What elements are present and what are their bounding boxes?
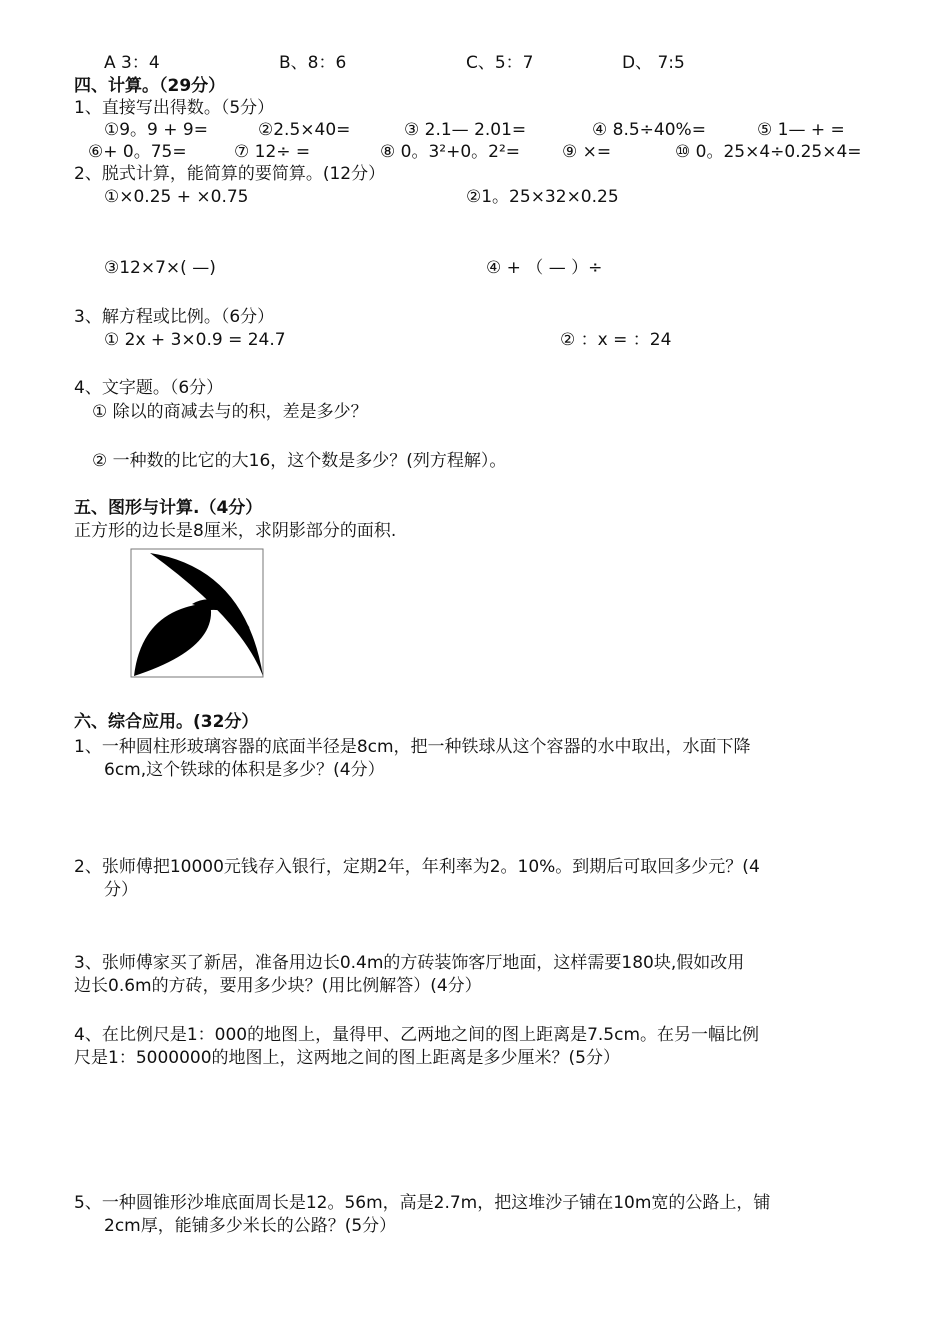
choice-b: B、8：6	[279, 53, 347, 73]
section6-heading: 六、综合应用。(32分）	[74, 712, 259, 732]
q1-item-8: ⑧ 0。3²+0。2²=	[380, 142, 521, 162]
q3-item-1: ① 2x + 3×0.9 = 24.7	[104, 330, 286, 350]
choice-d: D、 7:5	[622, 53, 685, 73]
q1-item-7: ⑦ 12÷ =	[234, 142, 311, 162]
q4-title: 4、文字题。（6分）	[74, 378, 224, 398]
choice-a: A 3：4	[104, 53, 160, 73]
q1-item-5: ⑤ 1— + =	[757, 120, 845, 140]
problem-5-line-1: 5、一种圆锥形沙堆底面周长是12。56m，高是2.7m，把这堆沙子铺在10m宽的公路上，铺	[74, 1193, 771, 1213]
problem-2-line-2: 分）	[104, 880, 138, 900]
section5-heading: 五、图形与计算.（4分）	[74, 498, 263, 518]
section4-heading: 四、计算。（29分）	[74, 76, 226, 96]
q1-item-1: ①9。9 + 9=	[104, 120, 208, 140]
problem-2-line-1: 2、张师傅把10000元钱存入银行，定期2年，年利率为2。10%。到期后可取回多少元？(4	[74, 857, 760, 877]
q2-title: 2、脱式计算，能简算的要简算。(12分）	[74, 164, 386, 184]
q4-item-2: ② 一种数的比它的大16，这个数是多少？(列方程解）。	[92, 451, 507, 471]
q1-item-2: ②2.5×40=	[258, 120, 351, 140]
q4-item-1: ① 除以的商减去与的积，差是多少？	[92, 402, 368, 422]
q1-item-9: ⑨ ×=	[562, 142, 612, 162]
q1-title: 1、直接写出得数。（5分）	[74, 98, 275, 118]
q3-item-2: ② ：x = ：24	[560, 330, 672, 350]
q1-item-6: ⑥+ 0。75=	[88, 142, 187, 162]
problem-1-line-1: 1、一种圆柱形玻璃容器的底面半径是8cm，把一种铁球从这个容器的水中取出，水面下降	[74, 737, 751, 757]
q2-item-1: ①×0.25 + ×0.75	[104, 187, 249, 207]
problem-3-line-2: 边长0.6m的方砖，要用多少块？(用比例解答）(4分）	[74, 976, 482, 996]
q1-item-3: ③ 2.1— 2.01=	[404, 120, 527, 140]
q1-item-10: ⑩ 0。25×4÷0.25×4=	[675, 142, 862, 162]
choice-c: C、5：7	[466, 53, 534, 73]
q2-item-2: ②1。25×32×0.25	[466, 187, 619, 207]
q2-item-4: ④ + （ — ）÷	[486, 258, 603, 278]
section5-text: 正方形的边长是8厘米，求阴影部分的面积.	[74, 521, 397, 541]
q2-item-3: ③12×7×( —)	[104, 258, 216, 278]
problem-5-line-2: 2cm厚，能铺多少米长的公路？(5分）	[104, 1216, 397, 1236]
q3-title: 3、解方程或比例。（6分）	[74, 307, 275, 327]
problem-3-line-1: 3、张师傅家买了新居，准备用边长0.4m的方砖装饰客厅地面，这样需要180块,假如改用	[74, 953, 745, 973]
q1-item-4: ④ 8.5÷40%=	[592, 120, 706, 140]
problem-4-line-1: 4、在比例尺是1：000的地图上，量得甲、乙两地之间的图上距离是7.5cm。在另一幅比例	[74, 1025, 760, 1045]
problem-4-line-2: 尺是1：5000000的地图上，这两地之间的图上距离是多少厘米？(5分）	[74, 1048, 620, 1068]
shaded-square-figure	[130, 548, 264, 678]
problem-1-line-2: 6cm,这个铁球的体积是多少？(4分）	[104, 760, 385, 780]
